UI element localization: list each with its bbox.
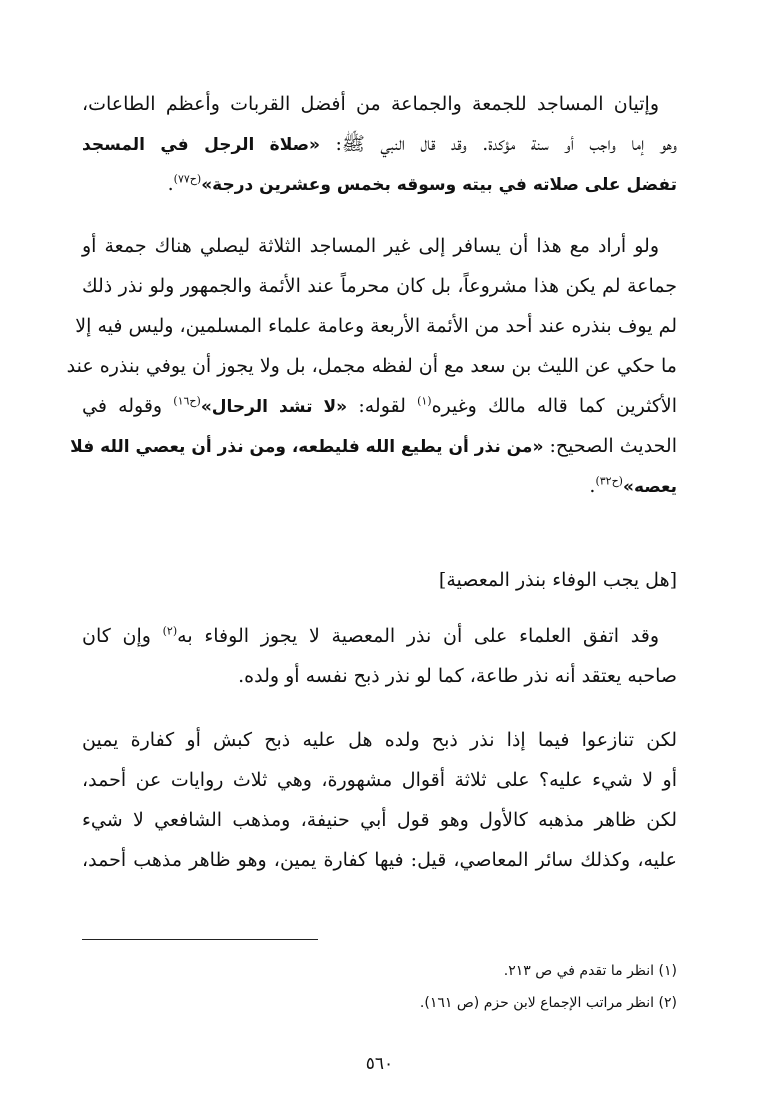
footnote-ref-1: (١) xyxy=(417,394,432,408)
section-heading: [هل يجب الوفاء بنذر المعصية] xyxy=(438,569,677,591)
p2-line-6 xyxy=(70,426,677,466)
hadith-quote-3b: يعصه» xyxy=(622,477,677,497)
p2-line-5a: الأكثرين كما قاله مالك وغيره xyxy=(431,395,678,417)
p2-line-2: جماعة لم يكن هذا مشروعاً، بل كان محرماً عند الأئمة والجمهور ولو نذر ذلك xyxy=(82,275,677,297)
p4-line-4: عليه، وكذلك سائر المعاصي، قيل: فيها كفارة يمين، وهو ظاهر مذهب أحمد، xyxy=(82,849,677,871)
page-number: ٥٦٠ xyxy=(365,1054,394,1074)
p1-line-2 xyxy=(82,124,677,164)
paragraph-3 xyxy=(82,616,677,696)
footnote-divider xyxy=(82,939,318,940)
p3-line-1 xyxy=(82,616,677,656)
hadith-quote-1a: «صلاة الرجل في المسجد xyxy=(82,135,321,155)
p3-line-1b: وإن كان xyxy=(82,625,151,647)
footnotes xyxy=(420,955,677,1019)
footnote-1: (١) انظر ما تقدم في ص ٢١٣. xyxy=(503,963,677,979)
p4-line-1: لكن تنازعوا فيما إذا نذر ذبح ولده هل عليه ذبح كبش أو كفارة يمين xyxy=(82,729,677,751)
hadith-quote-1b: تفضل على صلاته في بيته وسوقه بخمس وعشرين درجة» xyxy=(201,175,677,195)
p2-end-mark: . xyxy=(589,475,596,497)
p1-line-3 xyxy=(82,164,677,204)
footnote-2: (٢) انظر مراتب الإجماع لابن حزم (ص ١٦١). xyxy=(419,995,677,1011)
p4-line-2: أو لا شيء عليه؟ على ثلاثة أقوال مشهورة، وهي ثلاث روايات عن أحمد، xyxy=(82,769,677,791)
p2-line-5 xyxy=(82,386,677,426)
paragraph-1 xyxy=(82,84,677,204)
p2-line-3: لم يوف بنذره عند أحد من الأئمة الأربعة وعامة علماء المسلمين، وليس فيه إلا xyxy=(75,315,677,337)
hadith-ref-32: (ح٣٢) xyxy=(595,474,623,488)
p3-line-1a: وقد اتفق العلماء على أن نذر المعصية لا يجوز الوفاء به xyxy=(177,625,660,647)
p2-line-6a: الحديث الصحيح: xyxy=(549,435,677,457)
p2-line-5b: لقوله: xyxy=(358,395,406,417)
p2-line-4: ما حكي عن الليث بن سعد مع أن لفظه مجمل، بل ولا يجوز أن يوفي بنذره عند xyxy=(66,355,677,377)
p1-end-mark: . xyxy=(167,173,174,195)
p4-line-3: لكن ظاهر مذهبه كالأول وهو قول أبي حنيفة، ومذهب الشافعي لا شيء xyxy=(82,809,677,831)
hadith-ref-16: (ح١٦) xyxy=(173,394,201,408)
p1-line-1: وإتيان المساجد للجمعة والجماعة من أفضل القربات وأعظم الطاعات، xyxy=(82,93,659,115)
hadith-quote-2: «لا تشد الرحال» xyxy=(200,397,348,417)
paragraph-4 xyxy=(82,720,677,880)
paragraph-2 xyxy=(66,226,678,506)
hadith-quote-3a: «من نذر أن يطيع الله فليطعه، ومن نذر أن يعصي الله فلا xyxy=(70,437,544,457)
p1-line-2-text: وهو إما واجب أو سنة مؤكدة. وقد قال النبي ﷺ: xyxy=(335,133,677,155)
p3-line-2: صاحبه يعتقد أنه نذر طاعة، كما لو نذر ذبح نفسه أو ولده. xyxy=(238,665,677,687)
hadith-ref-77: (ح٧٧) xyxy=(173,172,202,186)
footnote-ref-2: (٢) xyxy=(162,624,178,638)
p2-line-5c: وقوله في xyxy=(82,395,163,417)
p2-line-1: ولو أراد مع هذا أن يسافر إلى غير المساجد الثلاثة ليصلي هناك جمعة أو xyxy=(82,235,659,257)
p2-line-7 xyxy=(82,466,677,506)
